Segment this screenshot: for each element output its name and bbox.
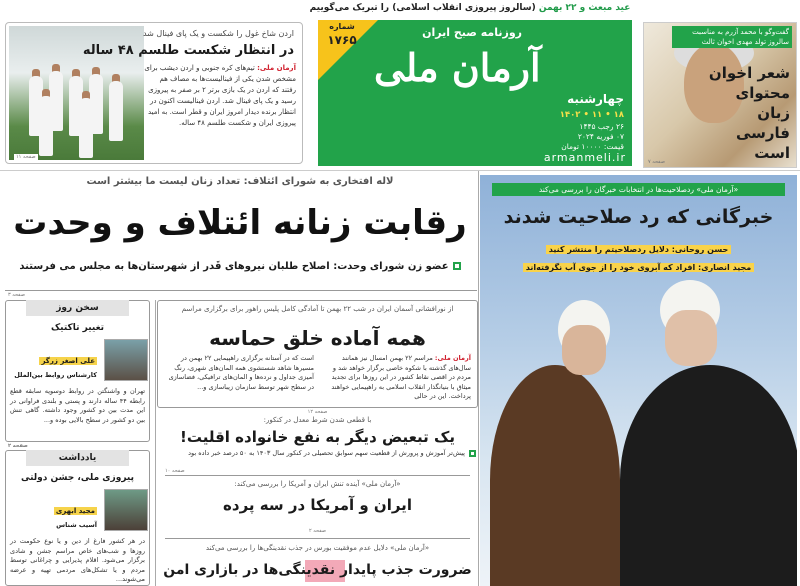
page-ref: صفحه ۱۱ bbox=[16, 154, 36, 160]
story-kicker: از نورافشانی آسمان ایران در شب ۲۲ بهمن تا آمادگی کامل پلیس راهور برای برگزاری مراسم bbox=[181, 305, 454, 313]
issue-number: ۱۷۶۵ bbox=[327, 33, 357, 47]
column-sokhan-rooz[interactable] bbox=[5, 300, 150, 442]
date-lunar: ۲۶ رجب ۱۴۴۵ bbox=[579, 122, 624, 131]
page-ref: صفحه ۳ bbox=[8, 292, 25, 298]
column-title[interactable]: تغییر تاکتیک bbox=[50, 323, 105, 333]
author-role: آسیب شناس bbox=[56, 521, 97, 529]
story-celebration[interactable] bbox=[157, 300, 478, 408]
feature-story[interactable] bbox=[480, 175, 797, 586]
sport-body: آرمان ملی: تیم‌های کره جنوبی و اردن دیشب برای مشخص شدن یکی از فینالیست‌ها به مصاف هم رفتند که اردن در یک بازی برتر ۲ بر صفر به پیروزی رسید و یک پای فینال شد. اردن فینالیست اکنون در انتظار برنده دیدار امروز ایران و قطر است. به امید پیروزی ایران و شکست طلسم ۴۸ ساله. bbox=[144, 64, 296, 127]
date-solar: ۱۸ • ۱۱ • ۱۴۰۲ bbox=[559, 110, 624, 120]
story-sub: پیش‌تر آموزش و پرورش از قطعیت سهم سوابق تحصیلی در کنکور سال ۱۴۰۳ به ۵۰ درصد خبر داده بود bbox=[160, 449, 476, 458]
column-yaddasht[interactable] bbox=[5, 450, 150, 586]
author-photo bbox=[104, 489, 148, 531]
page-ref: صفحه ۷ bbox=[648, 159, 665, 165]
feature-quote-1: حسن روحانی: دلایل ردصلاحیتم را منتشر کنید bbox=[546, 245, 732, 254]
column-body: در هر کشور فارغ از دین و یا نوع حکومت در روزها و شب‌های خاص مراسم جشن و شادی برگزار می‌شود. اقلام پذیرایی و چراغانی توسط مردم و یا تشکل‌های مردمی تهیه و عرضه می‌شوند... bbox=[10, 537, 145, 583]
page-ref: صفحه ۲ bbox=[309, 528, 326, 534]
page-ref: صفحه ۲ bbox=[8, 443, 28, 449]
page-ref: صفحه ۱۰ bbox=[165, 468, 185, 474]
sport-story[interactable] bbox=[5, 22, 303, 164]
column-section: یادداشت bbox=[26, 450, 129, 466]
author-name: علی اصغر زرگر bbox=[41, 357, 95, 365]
masthead bbox=[318, 20, 632, 166]
sport-headline[interactable]: در انتظار شکست طلسم ۴۸ ساله bbox=[82, 43, 294, 58]
story-kicker: «آرمان ملی» دلایل عدم موفقیت بورس در جذب نقدینگی‌ها را بررسی می‌کند bbox=[205, 544, 430, 552]
story-kicker: «آرمان ملی» آینده تنش ایران و آمریکا را بررسی می‌کند: bbox=[234, 480, 401, 488]
banner-suffix: را تبریک می‌گوییم bbox=[309, 3, 390, 13]
website-url[interactable]: armanmeli.ir bbox=[543, 151, 626, 164]
column-title[interactable]: پیروزی ملی، جشن دولتی bbox=[21, 473, 134, 483]
feature-quote-2: مجید انصاری: افراد که آبروی خود را از جوی آب نگرفته‌اند bbox=[523, 263, 754, 272]
story-kicker: با قطعی شدن شرط معدل در کنکور: bbox=[263, 416, 372, 424]
price: قیمت: ۱۰۰۰۰ تومان bbox=[561, 142, 624, 151]
poet-headline[interactable]: شعر اخوان محتوای زبان فارسی است bbox=[708, 64, 790, 162]
slogan: روزنامه صبح ایران bbox=[422, 26, 522, 39]
main-sub: عضو زن شورای وحدت: اصلاح طلبان نیروهای قَدر از شهرستان‌ها به مجلس می فرستند bbox=[5, 260, 475, 273]
date-gregorian: ۰۷ فوریه ۲۰۲۴ bbox=[577, 132, 624, 141]
top-banner bbox=[300, 3, 640, 13]
banner-middle: (سالروز پیروزی انقلاب اسلامی) bbox=[392, 3, 536, 13]
poet-kicker: گفت‌وگو با محمد آزرم به مناسبت سالروز تولد مهدی اخوان ثالث bbox=[672, 26, 792, 48]
newspaper-logo: آرمان ملی bbox=[374, 45, 541, 90]
main-kicker: لاله افتخاری به شورای ائتلاف: تعداد زنان لیست ما بیشتر است bbox=[86, 176, 394, 187]
sport-kicker: اردن شاخ غول را شکست و یک پای فینال شد bbox=[142, 29, 294, 38]
author-role: کارشناس روابط بین‌الملل bbox=[14, 371, 97, 379]
author-photo bbox=[104, 339, 148, 381]
page-ref: صفحه ۱۲ bbox=[307, 409, 328, 415]
banner-prefix: عید مبعث و ۲۲ بهمن bbox=[538, 3, 631, 13]
feature-kicker: «آرمان ملی» ردصلاحیت‌ها در انتخابات خبرگان را بررسی می‌کند bbox=[492, 183, 785, 196]
poet-story[interactable] bbox=[643, 22, 797, 168]
story-body-right: آرمان ملی: مراسم ۲۲ بهمن امسال نیز همانند سال‌های گذشته با شکوه خاصی برگزار خواهد شد و مردم در اقصی نقاط کشور در این روزها برای تجدید میثاق با بنیانگذار انقلاب اسلامی به راهپیمایی خواهند پرداخت. این در حالی bbox=[331, 354, 471, 400]
main-headline[interactable]: رقابت زنانه ائتلاف و وحدت bbox=[13, 203, 467, 243]
issue-label: شماره bbox=[329, 22, 355, 31]
story-body-left: است که در آستانه برگزاری راهپیمایی ۲۲ بهمن در مسیرها شاهد شستشوی همه المان‌های شهری، رنگ آمیزی جداول و نرده‌ها و المان‌های ترافیکی، فضاسازی در سطح شهر توسط سازمان زیباسازی و... bbox=[168, 354, 314, 391]
weekday: چهارشنبه bbox=[567, 92, 624, 106]
story-headline[interactable]: ضرورت جذب پایدار نقدینگی‌ها در بازاری امن bbox=[163, 562, 472, 578]
column-body: تهران و واشنگتن در روابط دوسویه سابقه قطع رابطه ۴۴ ساله دارند و پستی و بلندی فراوانی در این مدت بین دو کشور وجود داشته. گاهی تنش بین دو کشور در سطح بالایی بوده و... bbox=[10, 387, 145, 424]
cleric-figure-right bbox=[620, 365, 797, 586]
column-section: سخن روز bbox=[26, 300, 129, 316]
story-headline[interactable]: همه آماده خلق حماسه bbox=[209, 326, 426, 350]
feature-headline[interactable]: خبرگانی که رد صلاحیت شدند bbox=[503, 206, 774, 228]
story-headline[interactable]: یک تبعیض دیگر به نفع خانواده اقلیت! bbox=[179, 428, 456, 446]
cleric-figure-left bbox=[490, 365, 620, 586]
author-name: مجید ابهری bbox=[55, 507, 95, 515]
story-headline[interactable]: ایران و آمریکا در سه پرده bbox=[223, 496, 412, 514]
